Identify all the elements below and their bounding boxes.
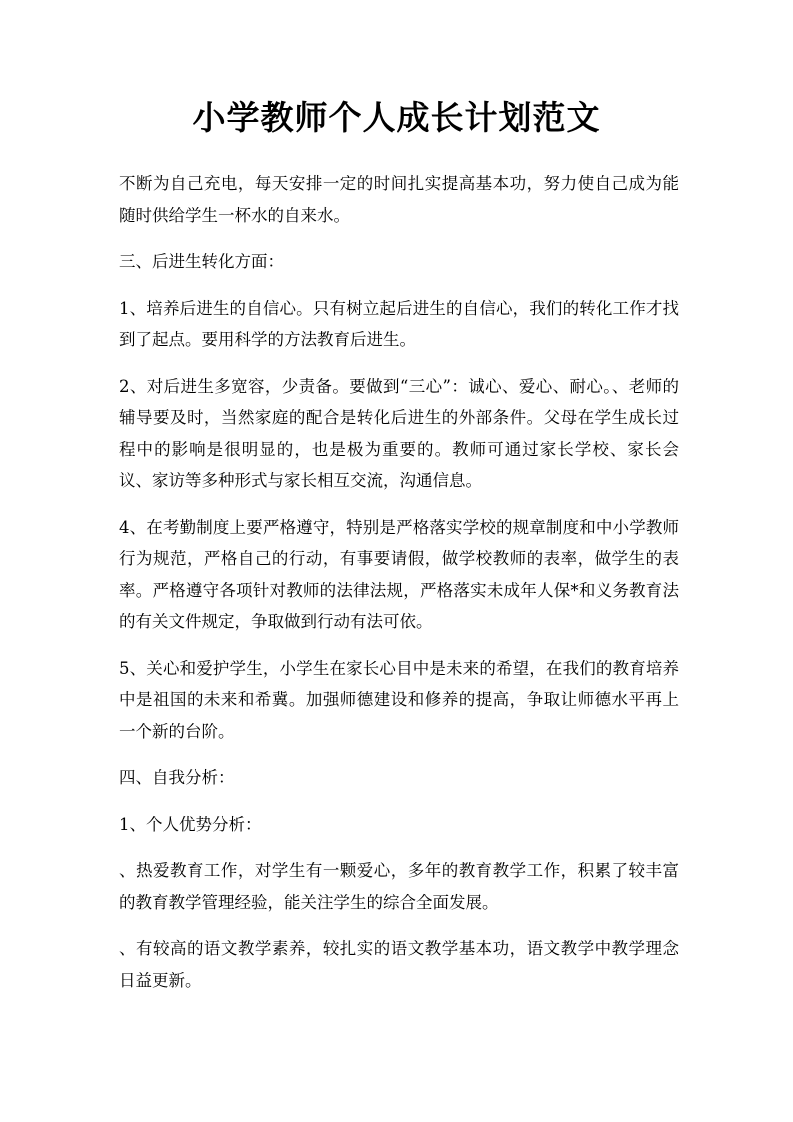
paragraph: 、热爱教育工作，对学生有一颗爱心，多年的教育教学工作，积累了较丰富的教育教学管理经验，能关注学生的综合全面发展。 [119, 861, 679, 912]
paragraph: 5、关心和爱护学生，小学生在家长心目中是未来的希望，在我们的教育培养中是祖国的未来和希冀。加强师德建设和修养的提高，争取让师德水平再上一个新的台阶。 [119, 658, 679, 741]
paragraph: 、有较高的语文教学素养，较扎实的语文教学基本功，语文教学中教学理念日益更新。 [119, 939, 679, 990]
section-heading-3: 三、后进生转化方面： [119, 252, 284, 271]
document-title: 小学教师个人成长计划范文 [192, 98, 601, 137]
paragraph: 4、在考勤制度上要严格遵守，特别是严格落实学校的规章制度和中小学教师行为规范，严格自己的行动，有事要请假，做学校教师的表率，做学生的表率。严格遵守各项针对教师的法律法规，严格落实未成年人保*和义务教育法的有关文件规定，争取做到行动有法可依。 [119, 517, 679, 631]
section-heading-4: 四、自我分析： [119, 768, 235, 787]
paragraph: 1、培养后进生的自信心。只有树立起后进生的自信心，我们的转化工作才找到了起点。要用科学的方法教育后进生。 [119, 298, 679, 349]
paragraph: 不断为自己充电，每天安排一定的时间扎实提高基本功，努力使自己成为能随时供给学生一杯水的自来水。 [119, 174, 679, 225]
subheading: 1、个人优势分析： [119, 814, 262, 834]
document-body [119, 168, 679, 1011]
paragraph: 2、对后进生多宽容，少责备。要做到“三心”：诚心、爱心、耐心。、老师的辅导要及时，当然家庭的配合是转化后进生的外部条件。父母在学生成长过程中的影响是很明显的，也是极为重要的。教师可通过家长学校、家长会议、家访等多种形式与家长相互交流，沟通信息。 [119, 376, 679, 490]
